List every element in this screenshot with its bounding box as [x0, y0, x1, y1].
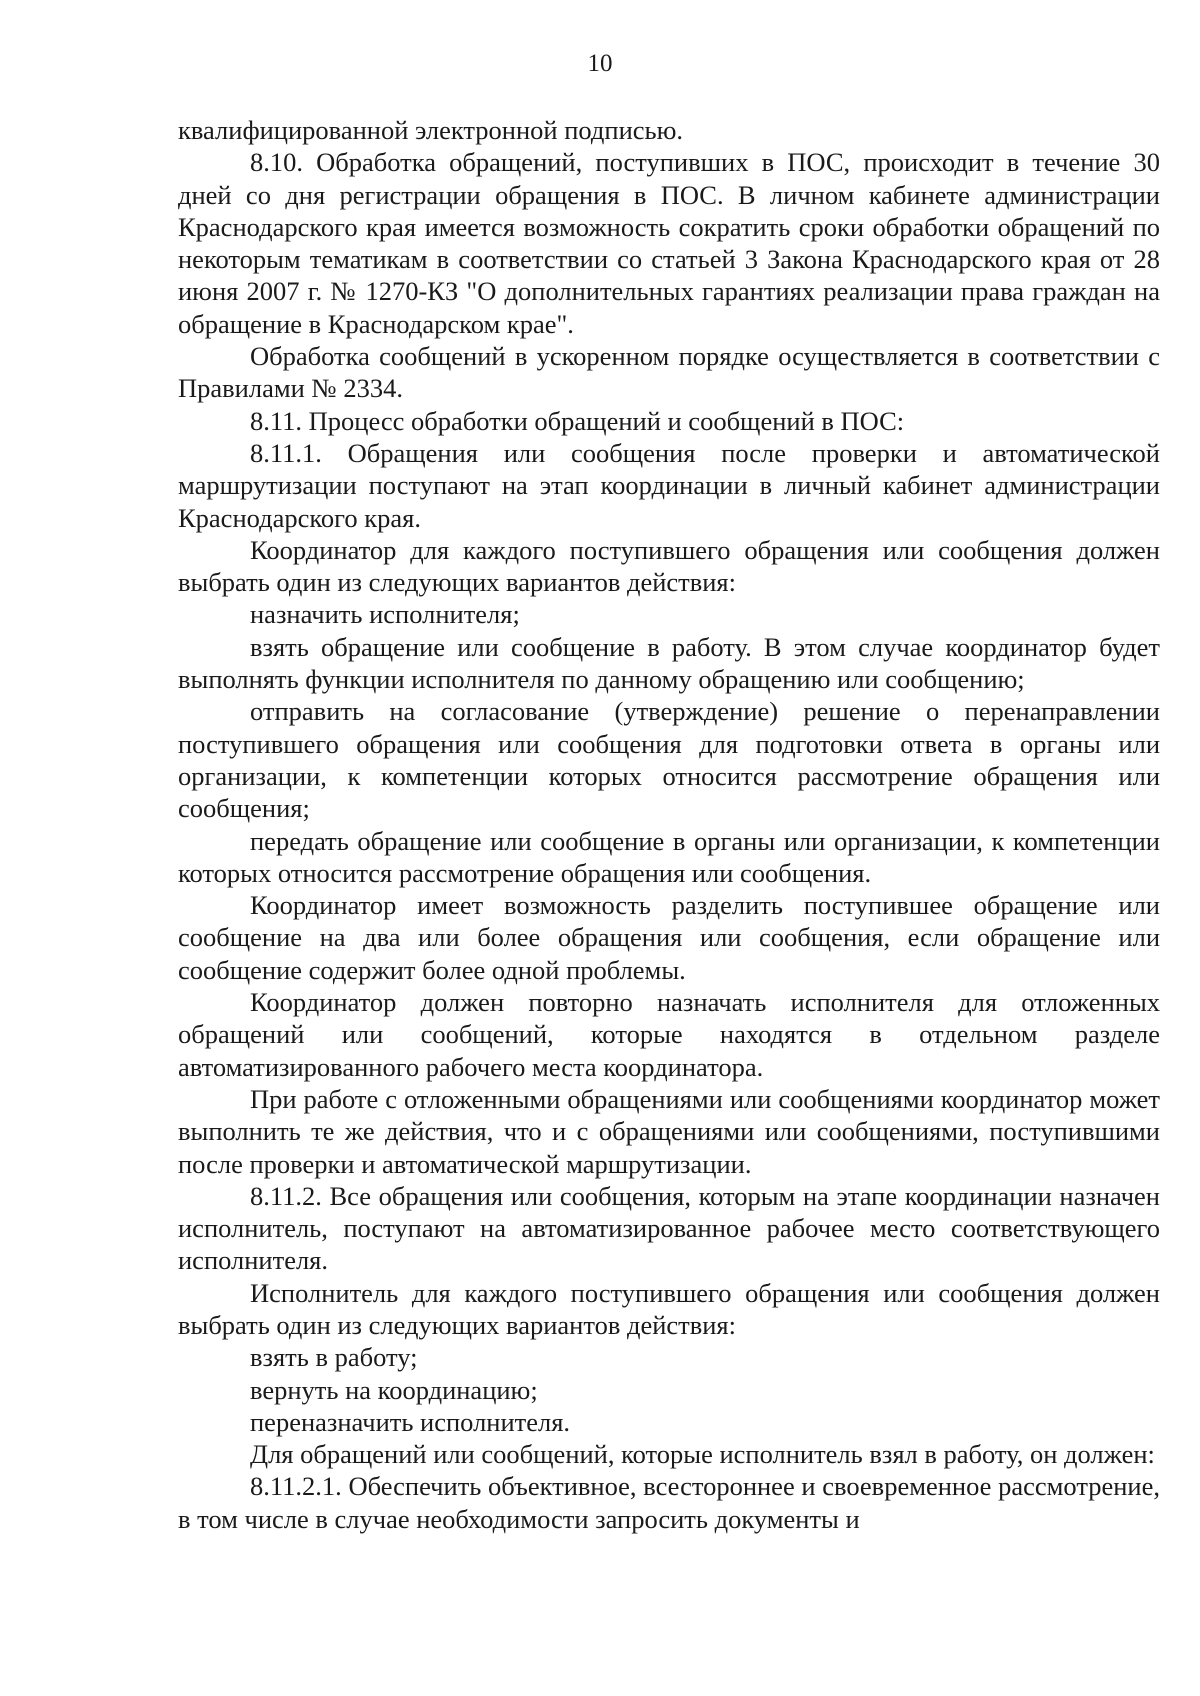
- list-item: отправить на согласование (утверждение) решение о перенаправлении поступившего обращения или сообщения для подготовки ответа в органы или организации, к компетенции которых относится рассмотрение обращения или сообщения;: [178, 696, 1160, 824]
- paragraph: 8.11. Процесс обработки обращений и сообщений в ПОС:: [250, 405, 905, 436]
- paragraph: Исполнитель для каждого поступившего обращения или сообщения должен выбрать один из следующих вариантов действия:: [178, 1277, 1160, 1340]
- list-item: взять обращение или сообщение в работу. В этом случае координатор будет выполнять функции исполнителя по данному обращению или сообщению;: [178, 631, 1160, 695]
- paragraph: Обработка сообщений в ускоренном порядке осуществляется в соответствии с Правилами № 2334.: [178, 341, 1160, 404]
- paragraph: Координатор для каждого поступившего обращения или сообщения должен выбрать один из следующих вариантов действия:: [178, 534, 1160, 598]
- paragraph: 8.10. Обработка обращений, поступивших в ПОС, происходит в течение 30 дней со дня регистрации обращения в ПОС. В личном кабинете администрации Краснодарского края имеется возможность сократить сроки обработки обращений по некоторым тематикам в соответствии со статьей 3 Закона Краснодарского края от 28 июня 2007 г. № 1270-КЗ "О дополнительных гарантиях реализации права граждан на обращение в Краснодарском крае".: [178, 147, 1160, 339]
- paragraph: Координатор должен повторно назначать исполнителя для отложенных обращений или сообщений, которые находятся в отдельном разделе автоматизированного рабочего места координатора.: [178, 987, 1160, 1082]
- list-item: передать обращение или сообщение в органы или организации, к компетенции которых относится рассмотрение обращения или сообщения.: [178, 825, 1160, 888]
- document-body: [178, 114, 1160, 1535]
- list-item: вернуть на координацию;: [250, 1374, 538, 1405]
- paragraph: При работе с отложенными обращениями или сообщениями координатор может выполнить те же действия, что и с обращениями или сообщениями, поступившими после проверки и автоматической маршрутизации.: [178, 1083, 1160, 1179]
- list-item: взять в работу;: [250, 1342, 418, 1373]
- paragraph: Координатор имеет возможность разделить поступившее обращение или сообщение на два или более обращения или сообщения, если обращение или сообщение содержит более одной проблемы.: [178, 890, 1160, 985]
- paragraph: 8.11.2.1. Обеспечить объективное, всестороннее и своевременное рассмотрение, в том числе в случае необходимости запросить документы и: [178, 1471, 1160, 1534]
- list-item: назначить исполнителя;: [250, 599, 520, 630]
- paragraph: 8.11.1. Обращения или сообщения после проверки и автоматической маршрутизации поступают на этап координации в личный кабинет администрации Краснодарского края.: [178, 437, 1160, 533]
- paragraph: квалифицированной электронной подписью.: [178, 115, 684, 145]
- list-item: переназначить исполнителя.: [250, 1406, 571, 1437]
- paragraph: Для обращений или сообщений, которые исполнитель взял в работу, он должен:: [250, 1439, 1155, 1470]
- paragraph: 8.11.2. Все обращения или сообщения, которым на этапе координации назначен исполнитель, поступают на автоматизированное рабочее место соответствующего исполнителя.: [178, 1180, 1160, 1276]
- page-number: 10: [587, 50, 613, 77]
